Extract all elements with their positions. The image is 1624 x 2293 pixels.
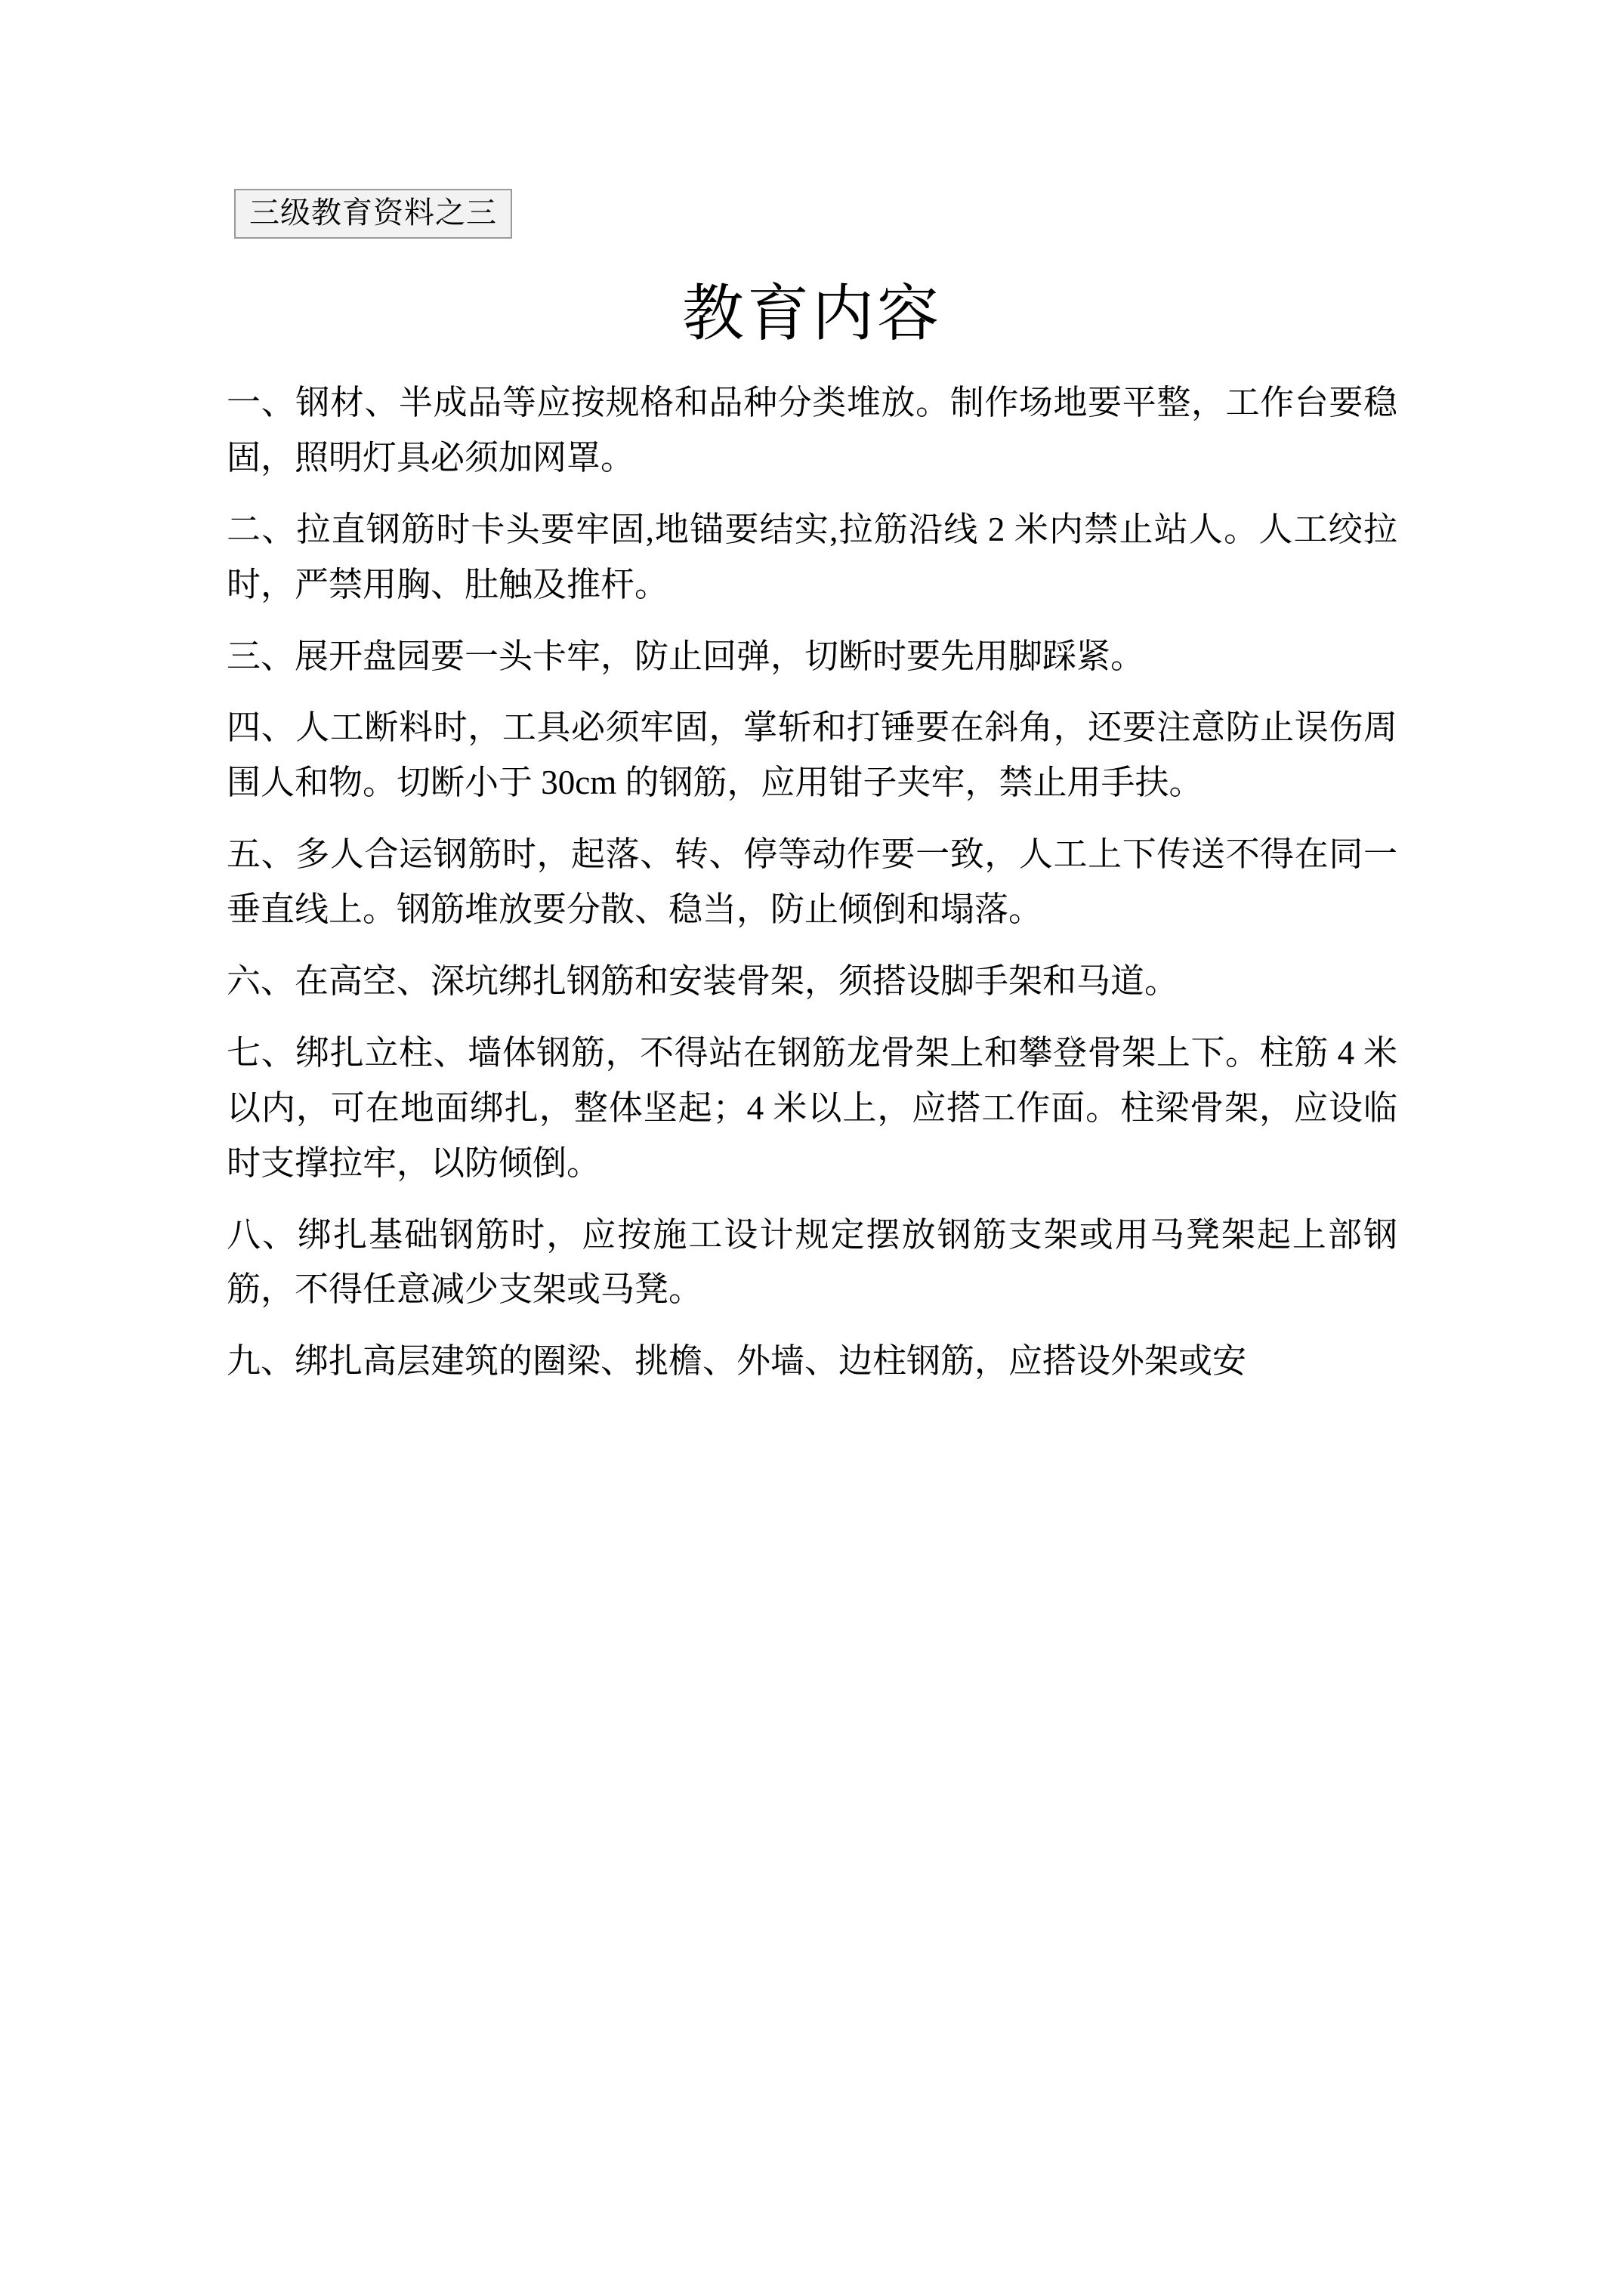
paragraph: 四、人工断料时，工具必须牢固，掌斩和打锤要在斜角，还要注意防止误伤周围人和物。切断小于 30cm 的钢筋，应用钳子夹牢，禁止用手扶。 [227,708,1397,802]
paragraph: 六、在高空、深坑绑扎钢筋和安装骨架，须搭设脚手架和马道。 [227,962,1179,1001]
paragraph: 一、钢材、半成品等应按规格和品种分类堆放。制作场地要平整，工作台要稳固，照明灯具必须加网罩。 [227,384,1397,477]
paragraph: 三、展开盘园要一头卡牢，防止回弹，切断时要先用脚踩紧。 [227,637,1145,675]
document-body [227,375,1397,1389]
paragraph: 七、绑扎立柱、墙体钢筋，不得站在钢筋龙骨架上和攀登骨架上下。柱筋 4 米以内，可在地面绑扎，整体坚起；4 米以上，应搭工作面。柱梁骨架，应设临时支撑拉牢，以防倾倒。 [227,1033,1397,1182]
page-title: 教育内容 [681,279,942,348]
paragraph: 八、绑扎基础钢筋时，应按施工设计规定摆放钢筋支架或用马凳架起上部钢筋，不得任意减少支架或马凳。 [227,1215,1397,1309]
document-category-tag: 三级教育资料之三 [234,189,512,239]
paragraph: 二、拉直钢筋时卡头要牢固,地锚要结实,拉筋沿线 2 米内禁止站人。人工绞拉时，严禁用胸、肚触及推杆。 [227,510,1397,603]
paragraph: 九、绑扎高层建筑的圈梁、挑檐、外墙、边柱钢筋，应搭设外架或安 [227,1342,1247,1381]
paragraph: 五、多人合运钢筋时，起落、转、停等动作要一致，人工上下传送不得在同一垂直线上。钢筋堆放要分散、稳当，防止倾倒和塌落。 [227,835,1397,929]
